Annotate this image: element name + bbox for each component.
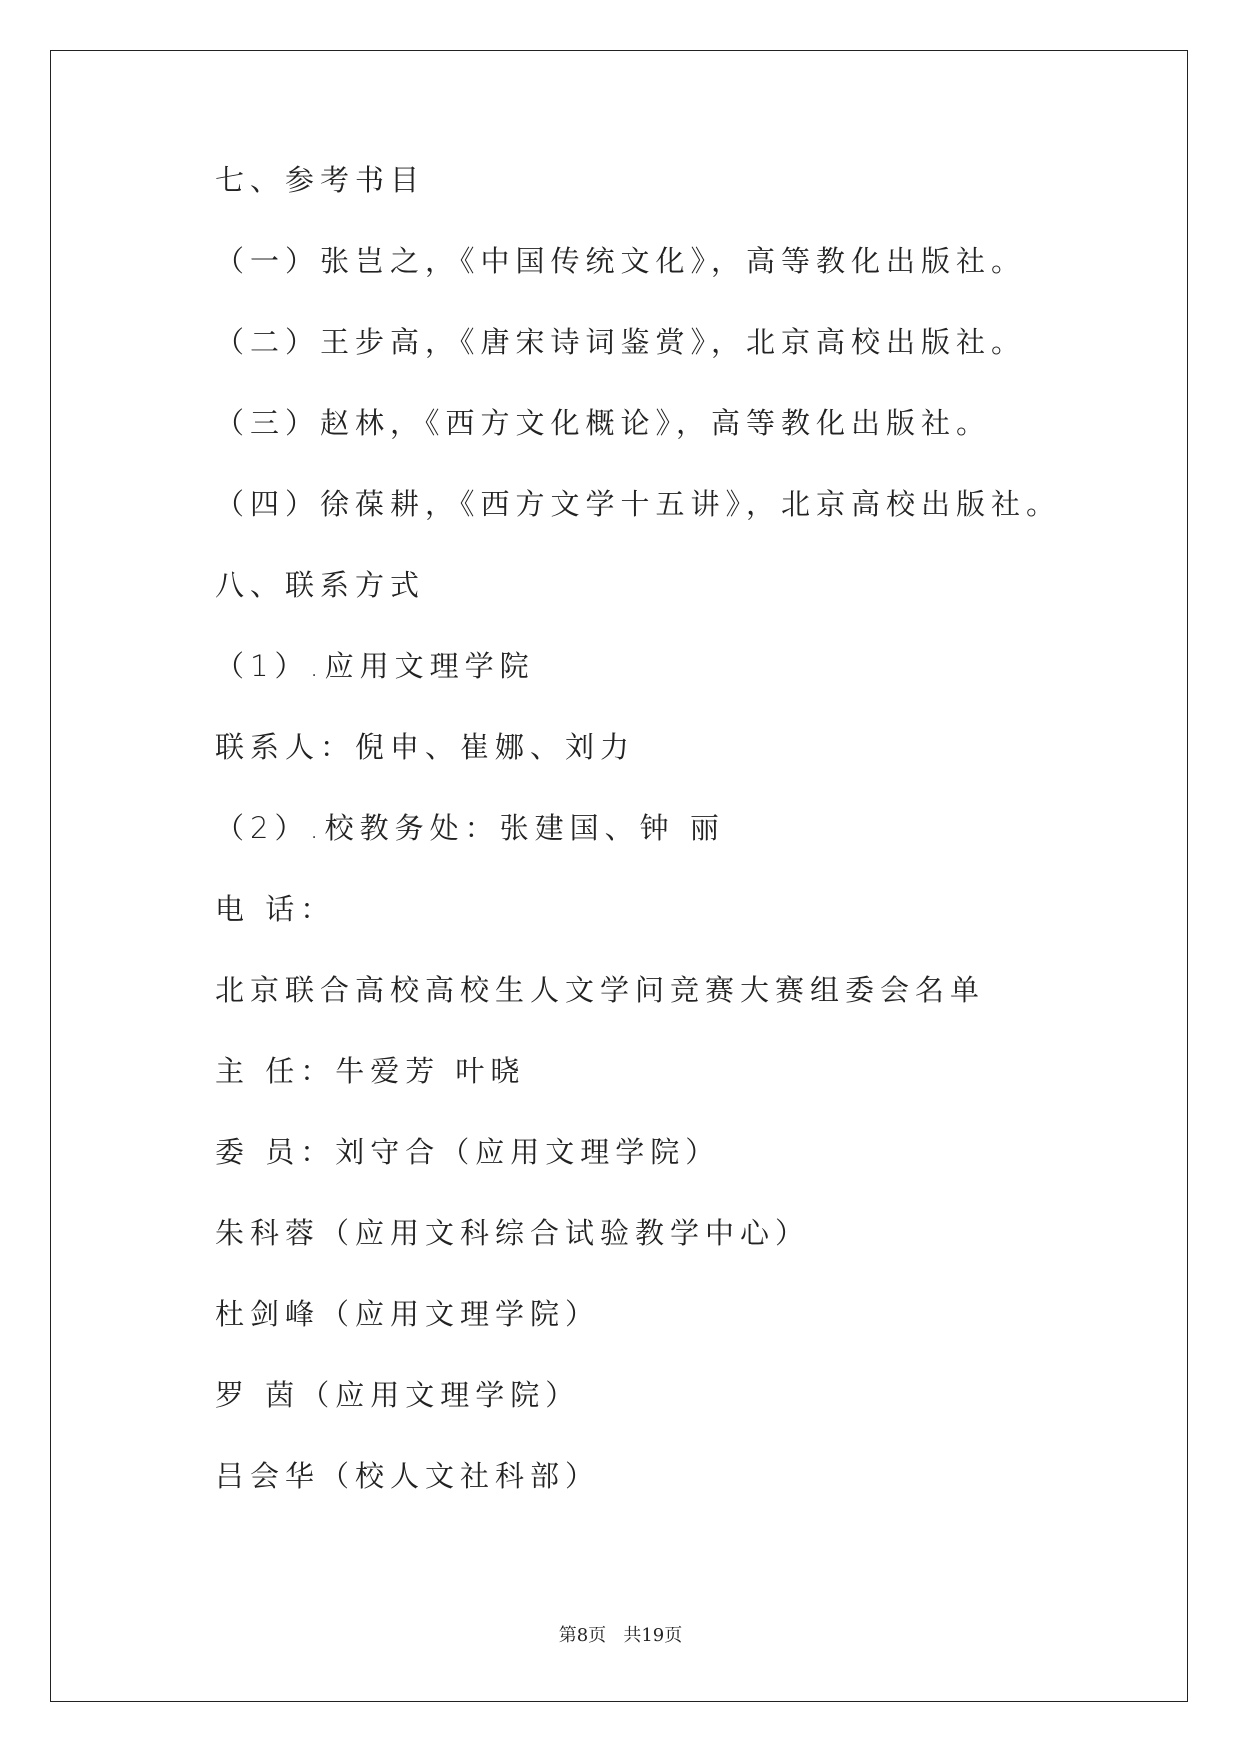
contact-org: （1）.应用文理学院 [215,649,535,683]
section-heading-references: 七、参考书目 [215,163,426,197]
committee-title: 北京联合高校高校生人文学问竞赛大赛组委会名单 [215,973,986,1007]
committee-member: 罗 茵（应用文理学院） [215,1378,581,1412]
contact-org: （2）.校教务处：张建国、钟 丽 [215,811,725,845]
reference-item: （二）王步高，《唐宋诗词鉴赏》，北京高校出版社。 [215,325,1027,359]
reference-item: （三）赵林，《西方文化概论》，高等教化出版社。 [215,406,992,440]
page-number-footer: 第8页 共19页 [558,1625,683,1646]
reference-item: （四）徐葆耕，《西方文学十五讲》，北京高校出版社。 [215,487,1062,521]
committee-member: 杜剑峰（应用文理学院） [215,1297,601,1331]
section-heading-contact: 八、联系方式 [215,568,426,602]
contact-phone: 电 话： [215,892,336,926]
committee-director: 主 任：牛爱芳 叶晓 [215,1054,526,1088]
document-body [215,160,1115,1537]
contact-persons: 联系人：倪申、崔娜、刘力 [215,730,636,764]
reference-item: （一）张岂之，《中国传统文化》，高等教化出版社。 [215,244,1027,278]
committee-member: 朱科蓉（应用文科综合试验教学中心） [215,1216,811,1250]
committee-member: 委 员：刘守合（应用文理学院） [215,1135,721,1169]
committee-member: 吕会华（校人文社科部） [215,1459,601,1493]
